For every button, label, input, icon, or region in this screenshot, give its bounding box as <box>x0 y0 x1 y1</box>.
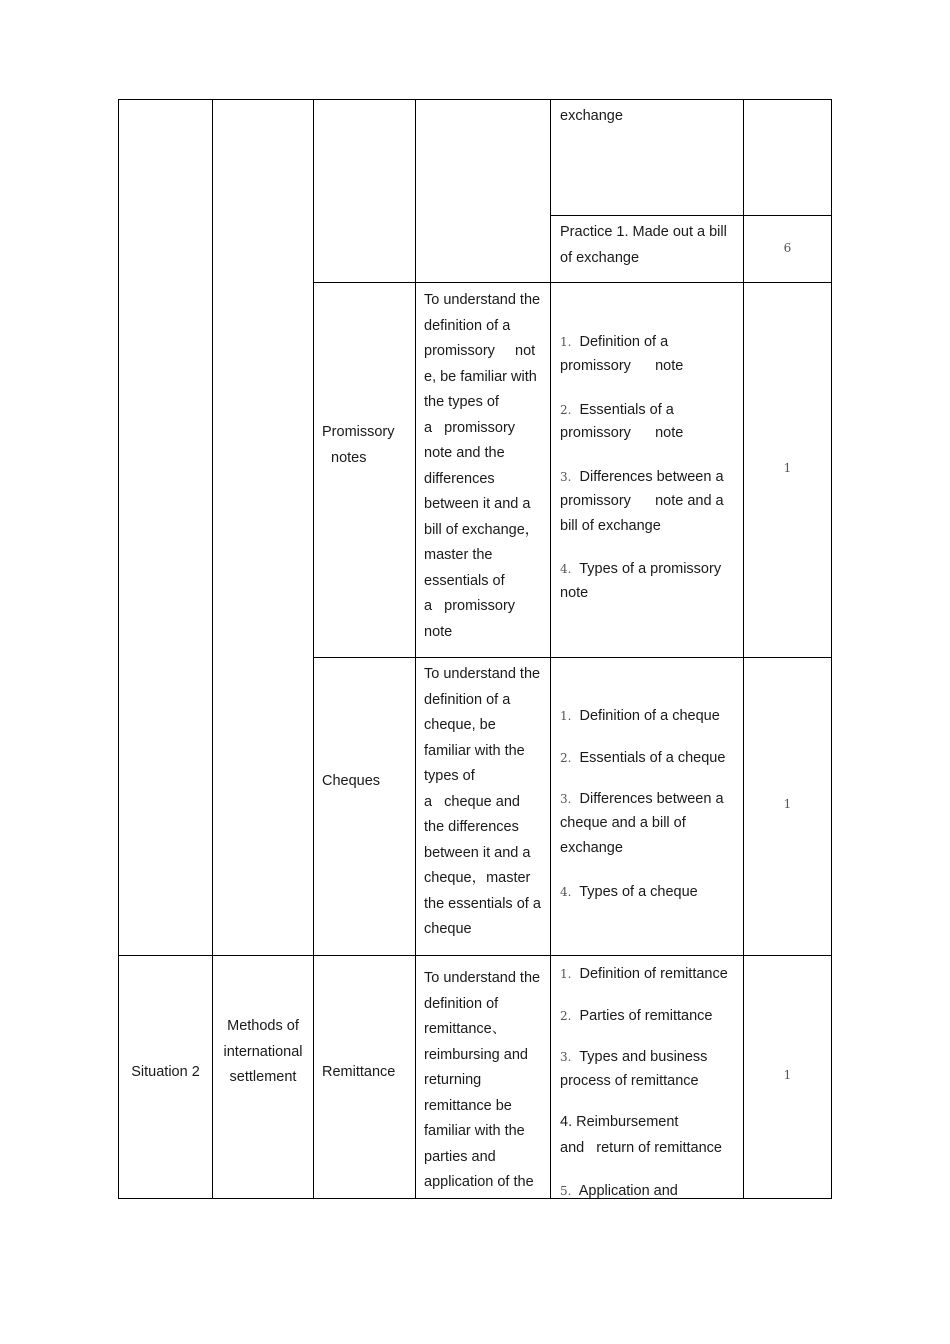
hours-cell-cheques <box>743 657 832 956</box>
content-cell-exchange <box>550 99 744 216</box>
content-text: exchange <box>560 108 623 124</box>
content-item-cont: 4. Reimbursement <box>560 1114 679 1130</box>
objective-cell-promissory <box>415 282 551 658</box>
objective-line: between it and a <box>424 496 531 512</box>
item-text: Parties of remittance <box>579 1008 713 1024</box>
content-item-cont: promissory note and a <box>560 493 724 509</box>
hours-cell-exchange <box>743 99 832 216</box>
content-text: Practice 1. Made out a bill <box>560 224 727 240</box>
item-number: 1. <box>560 335 572 349</box>
content-cell-cheques <box>550 657 744 956</box>
situation-cell-upper <box>118 99 213 956</box>
content-text: of exchange <box>560 250 640 266</box>
item-text: Essentials of a cheque <box>579 750 726 766</box>
topic-cell-remittance <box>313 955 416 1199</box>
objective-line: essentials of <box>424 573 505 589</box>
objective-line: note and the <box>424 445 505 461</box>
objective-line: a promissory <box>424 598 516 614</box>
objective-line: remittance be <box>424 1098 512 1114</box>
hours-value: 1 <box>783 797 792 811</box>
hours-cell-practice <box>743 215 832 283</box>
objective-line: To understand the <box>424 666 541 682</box>
topic-text: Remittance <box>322 1064 396 1080</box>
objective-line: a promissory <box>424 420 516 436</box>
content-item <box>560 1004 713 1030</box>
topic-text: Promissory <box>322 424 395 440</box>
topic-cell-cheques <box>313 657 416 956</box>
content-item <box>560 330 668 356</box>
objective-line: cheque, be <box>424 717 496 733</box>
module-label: international <box>223 1044 303 1060</box>
objective-line: remittance、 <box>424 1021 507 1037</box>
item-number: 2. <box>560 751 572 765</box>
objective-line: returning <box>424 1072 482 1088</box>
item-text: Definition of remittance <box>579 966 728 982</box>
item-text: Types of a promissory <box>579 561 722 577</box>
objective-line: between it and a <box>424 845 531 861</box>
item-text: Types of a cheque <box>579 884 698 900</box>
objective-line: definition of a <box>424 318 511 334</box>
content-cell-promissory <box>550 282 744 658</box>
item-text: Application and <box>578 1183 678 1199</box>
content-cell-practice <box>550 215 744 283</box>
objective-line: bill of exchange， <box>424 522 540 538</box>
content-item-cont: and return of remittance <box>560 1140 722 1156</box>
item-number: 2. <box>560 403 572 417</box>
objective-line: the differences <box>424 819 519 835</box>
objective-line: parties and <box>424 1149 496 1165</box>
item-text: Types and business <box>579 1049 708 1065</box>
content-item-cont: exchange <box>560 840 623 856</box>
item-text: Essentials of a <box>579 402 674 418</box>
objective-line: To understand the <box>424 292 541 308</box>
item-number: 4. <box>560 562 572 576</box>
content-item-cont: cheque and a bill of <box>560 815 686 831</box>
objective-line: differences <box>424 471 495 487</box>
hours-value: 6 <box>783 241 792 255</box>
objective-line: definition of a <box>424 692 511 708</box>
content-item <box>560 746 725 772</box>
item-number: 3. <box>560 470 572 484</box>
objective-line: To understand the <box>424 970 541 986</box>
content-item <box>560 962 728 988</box>
objective-line: the essentials of a <box>424 896 541 912</box>
objective-cell-cheques <box>415 657 551 956</box>
hours-value: 1 <box>783 1068 792 1082</box>
item-number: 1. <box>560 709 572 723</box>
module-label: settlement <box>229 1069 297 1085</box>
objective-line: familiar with the <box>424 1123 525 1139</box>
content-item <box>560 1045 707 1071</box>
objective-cell-block1 <box>415 99 551 283</box>
item-number: 2. <box>560 1009 572 1023</box>
objective-line: note <box>424 624 453 640</box>
hours-cell-remittance <box>743 955 832 1199</box>
topic-text: Cheques <box>322 773 381 789</box>
item-text: Differences between a <box>579 469 724 485</box>
objective-line: master the <box>424 547 493 563</box>
objective-line: promissory not <box>424 343 536 359</box>
content-item <box>560 1179 678 1205</box>
content-item <box>560 465 724 491</box>
objective-line: cheque，master <box>424 870 531 886</box>
content-item-cont: promissory note <box>560 358 684 374</box>
content-item <box>560 557 721 583</box>
content-item-cont: promissory note <box>560 425 684 441</box>
objective-line: types of <box>424 768 475 784</box>
situation-label: Situation 2 <box>131 1064 200 1080</box>
content-item <box>560 787 724 813</box>
objective-line: familiar with the <box>424 743 525 759</box>
item-number: 3. <box>560 1050 572 1064</box>
objective-line: the types of <box>424 394 499 410</box>
item-text: Differences between a <box>579 791 724 807</box>
item-number: 1. <box>560 967 572 981</box>
objective-line: application of the <box>424 1174 534 1190</box>
content-item-cont: note <box>560 585 589 601</box>
content-item <box>560 880 698 906</box>
content-item <box>560 704 720 730</box>
objective-line: a cheque and <box>424 794 520 810</box>
hours-value: 1 <box>783 461 792 475</box>
content-item <box>560 398 674 424</box>
objective-line: reimbursing and <box>424 1047 528 1063</box>
item-number: 3. <box>560 792 572 806</box>
item-number: 4. <box>560 885 572 899</box>
objective-line: definition of <box>424 996 499 1012</box>
topic-text: notes <box>331 450 367 466</box>
module-label: Methods of <box>227 1018 299 1034</box>
content-cell-remittance <box>550 955 744 1199</box>
item-number: 5. <box>560 1184 572 1198</box>
content-item-cont: bill of exchange <box>560 518 661 534</box>
item-text: Definition of a <box>579 334 669 350</box>
module-cell-upper <box>212 99 314 956</box>
topic-cell-block1 <box>313 99 416 283</box>
item-text: Definition of a cheque <box>579 708 720 724</box>
topic-cell-promissory <box>313 282 416 658</box>
objective-cell-remittance <box>415 955 551 1199</box>
situation-cell <box>118 955 213 1199</box>
objective-line: cheque <box>424 921 472 937</box>
objective-line: e, be familiar with <box>424 369 537 385</box>
hours-cell-promissory <box>743 282 832 658</box>
module-cell <box>212 955 314 1199</box>
content-item-cont: process of remittance <box>560 1073 699 1089</box>
